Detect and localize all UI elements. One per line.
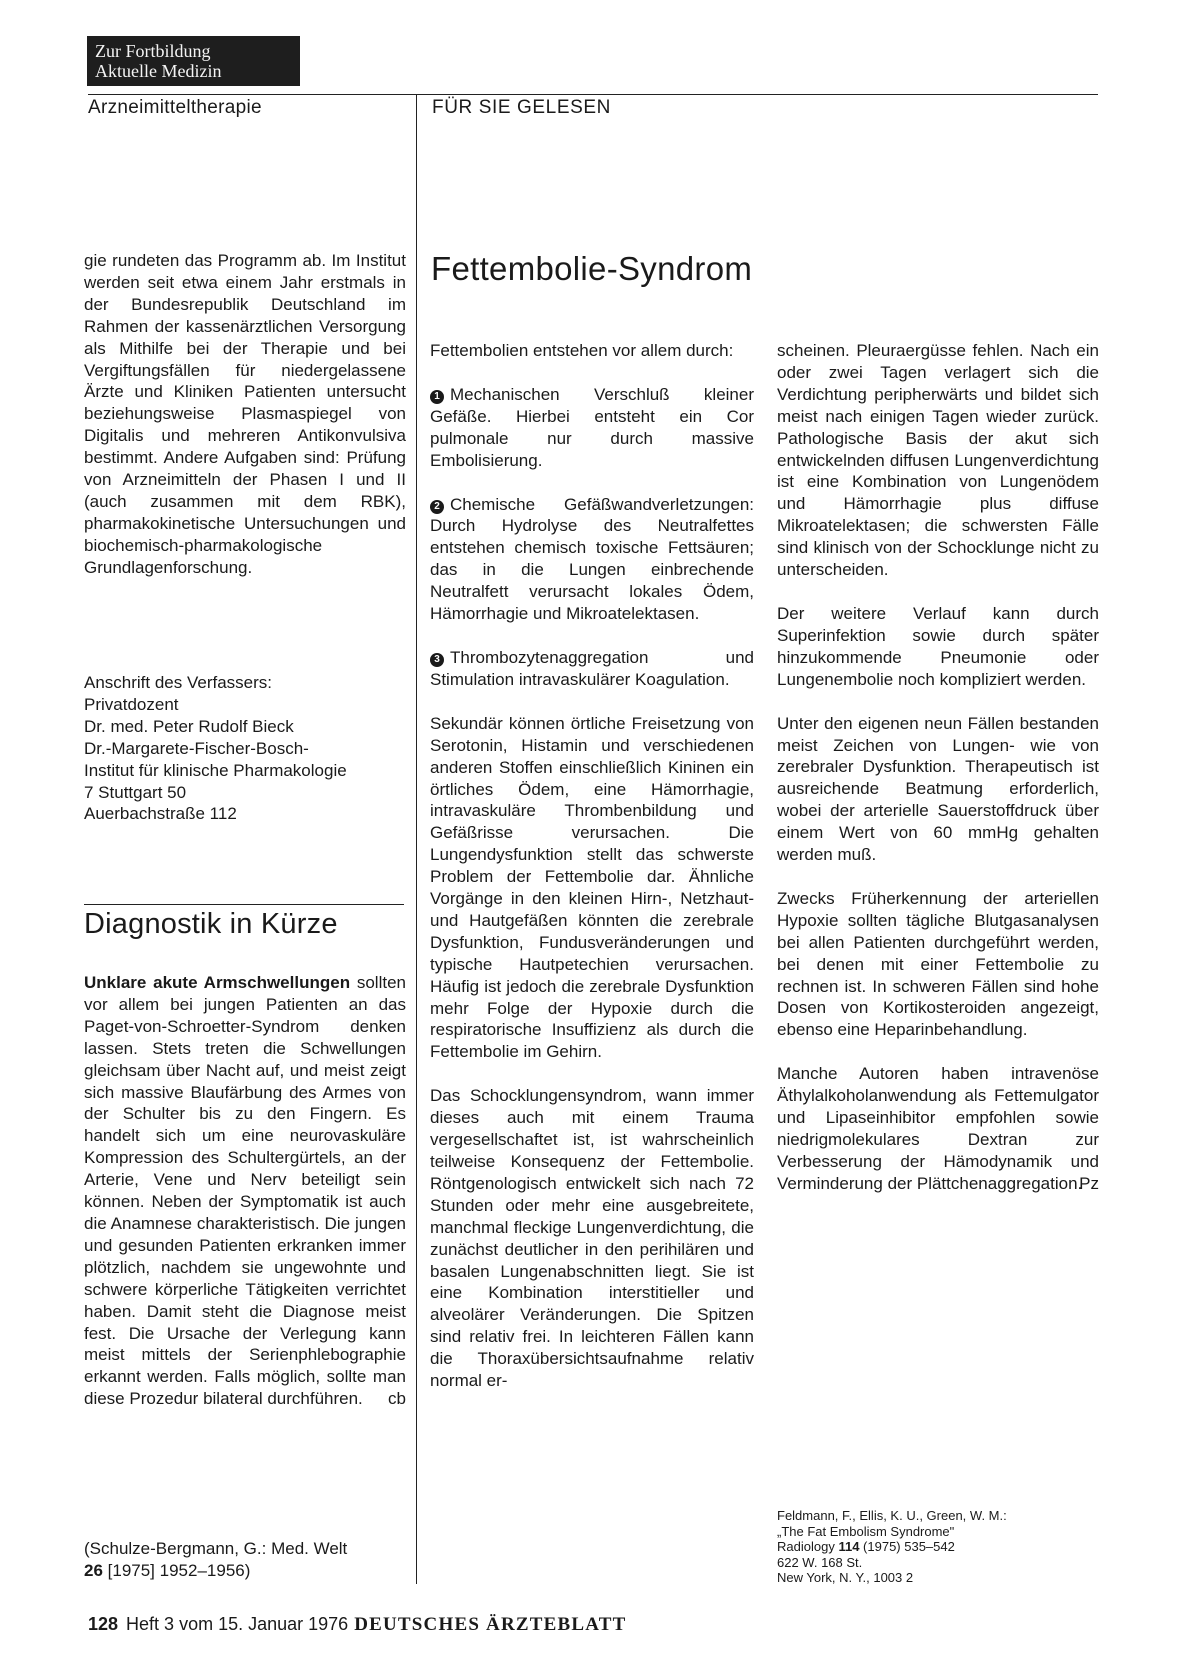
page-number: 128 xyxy=(88,1614,119,1634)
paragraph-schock: Das Schocklungensyndrom, wann immer dieses auch mit einem Trauma vergesellschaftet ist, ist wahrscheinlich teilweise Konsequenz der Fettembolie. Röntgenologisch entwickelt sich nach 72 Stunden oder mehr eine ausgebreitete, manchmal fleckige Lungenverdichtung, die zunächst deutlicher in den perihilären und basalen Lungenabschnitten liegt. Sie ist eine Kombination interstitieller und alveolärer Veränderungen. Die Spitzen sind relativ frei. In leichteren Fällen kann die Thoraxübersichtsaufnahme relativ normal er- xyxy=(430,1086,754,1391)
reference-volume: 114 xyxy=(838,1539,860,1554)
diagnostik-signature: cb xyxy=(388,1389,406,1409)
point-marker-icon: 3 xyxy=(430,653,444,667)
point-text: Chemische Gefäßwandverletzungen: Durch Hydrolyse des Neutralfettes entstehen chemisch toxische Fettsäuren; das in die Lungen einbrechende Neutralfett verursacht lokales Ödem, Hämorrhagie und Mikroatelektasen. xyxy=(430,494,754,624)
column-divider xyxy=(416,94,417,1584)
address-line: Dr. med. Peter Rudolf Bieck xyxy=(84,716,294,736)
paragraph-schock-continued: scheinen. Pleuraergüsse fehlen. Nach ein oder zwei Tagen verlagert sich die Verdichtung peripherwärts und bildet sich meist nach einigen Tagen wieder zurück. Pathologische Basis der akut sich entwickelnden diffusen Lungenverdichtung ist eine Kombination von Lungenödem und Hämorrhagie plus diffuse Mikroatelektasen; die schwersten Fälle sind klinisch von der Schocklunge nicht zu unterscheiden. xyxy=(777,341,1099,580)
address-line: Auerbachstraße 112 xyxy=(84,804,237,824)
paragraph-sekundaer: Sekundär können örtliche Freisetzung von Serotonin, Histamin und verschiedenen anderen Stoffen einschließlich Kininen ein örtliches Ödem, eine Hämorrhagie, intravaskuläre Thrombenbildung und Gefäßrisse verursachen. Die Lungendysfunktion stellt das schwerste Problem der Fettembolie dar. Ähnliche Vorgänge in den kleinen Hirn-, Netzhaut- und Hautgefäßen könnten die zerebrale Dysfunktion, Fundusveränderungen und typische Hautpetechien verursachen. Häufig ist jedoch die zerebrale Dysfunktion mehr Folge der Hypoxie durch die respiratorische Insuffizienz als durch die Fettembolie im Gehirn. xyxy=(430,713,754,1062)
page-footer xyxy=(88,1614,627,1636)
paragraph-faelle: Unter den eigenen neun Fällen bestanden meist Zeichen von Lungen- wie von zerebraler Dysfunktion. Therapeutisch ist ausreichende Beatmung erforderlich, wobei der arterielle Sauerstoffdruck über einem Wert von 60 mmHg gehalten werden muß. xyxy=(777,713,1099,865)
point-marker-icon: 2 xyxy=(430,500,444,514)
paragraph-frueh: Zwecks Früherkennung der arteriellen Hypoxie sollten tägliche Blutgasanalysen bei allen Patienten durchgeführt werden, bei denen mit einer Fettembolie zu rechnen ist. In schweren Fällen sind hohe Dosen von Kortikosteroiden angezeigt, ebenso eine Heparinbehandlung. xyxy=(777,888,1099,1040)
article-point xyxy=(430,494,754,625)
category-badge xyxy=(87,36,300,86)
reference-pages: (1975) 535–542 xyxy=(859,1539,955,1554)
section-label-right: FÜR SIE GELESEN xyxy=(432,97,611,118)
badge-line-1: Zur Fortbildung xyxy=(95,41,211,61)
point-marker-icon: 1 xyxy=(430,390,444,404)
address-line: Institut für klinische Pharmakologie xyxy=(84,760,347,780)
diagnostik-lead: Unklare akute Armschwellungen xyxy=(84,973,351,992)
address-line: 7 Stuttgart 50 xyxy=(84,782,187,802)
reference-authors: Feldmann, F., Ellis, K. U., Green, W. M.: xyxy=(777,1508,1007,1523)
article-intro: Fettembolien entstehen vor allem durch: xyxy=(430,341,734,360)
reference-street: 622 W. 168 St. xyxy=(777,1554,863,1570)
address-line: Privatdozent xyxy=(84,694,179,714)
address-line: Anschrift des Verfassers: xyxy=(84,673,273,692)
issue-info: Heft 3 vom 15. Januar 1976 xyxy=(126,1614,349,1634)
point-text: Thrombozytenaggregation und Stimulation intravaskulärer Koagulation. xyxy=(430,647,754,689)
citation-line-1: (Schulze-Bergmann, G.: Med. Welt xyxy=(84,1539,348,1558)
reference-city: New York, N. Y., 1003 2 xyxy=(777,1570,914,1585)
journal-name: DEUTSCHES ÄRZTEBLATT xyxy=(354,1614,627,1635)
citation-volume: 26 xyxy=(84,1560,103,1580)
paragraph-autoren xyxy=(777,1063,1099,1194)
article-column-2 xyxy=(777,340,1099,1217)
paragraph-verlauf: Der weitere Verlauf kann durch Superinfektion sowie durch später hinzukommende Pneumonie oder Lungenembolie noch kompliziert werden. xyxy=(777,603,1099,689)
article-point xyxy=(430,384,754,472)
badge-line-2: Aktuelle Medizin xyxy=(95,61,222,81)
point-text: Mechanischen Verschluß kleiner Gefäße. Hierbei entsteht ein Cor pulmonale nur durch massive Embolisierung. xyxy=(430,384,754,470)
reference-journal: Radiology xyxy=(777,1539,835,1554)
diagnostik-body: sollten vor allem bei jungen Patienten an das Paget-von-Schroetter-Syndrom denken lassen. Stets treten die Schwellungen gleichsam über Nacht auf, und meist zeigt sich massive Blaufärbung des Armes von der Schulter bis zu den Fingern. Es handelt sich um eine neurovaskuläre Kompression des Schultergürtels, an der Arterie, Vene und Nerv beteiligt sein können. Neben der Symptomatik ist auch die Anamnese charakteristisch. Die jungen und gesunden Patienten erkranken immer plötzlich, nachdem sie ungewohnte und schwere körperliche Tätigkeiten verrichtet haben. Damit steht die Diagnose meist fest. Die Ursache der Verlegung kann meist mittels der Serienphlebographie erkannt werden. Falls möglich, sollte man diese Prozedur bilateral durchführen. xyxy=(84,973,406,1409)
diagnostik-article xyxy=(84,972,406,1418)
autoren-text: Manche Autoren haben intravenöse Äthylalkoholanwendung als Fettemulgator und Lipaseinhibitor empfohlen sowie niedrigmolekulares Dextran zur Verbesserung der Hämodynamik und Verminderung der Plättchenaggregation. xyxy=(777,1064,1099,1193)
citation-line-2: [1975] 1952–1956) xyxy=(102,1560,251,1580)
article-point xyxy=(430,647,754,691)
diagnostik-title: Diagnostik in Kürze xyxy=(84,908,338,940)
author-address xyxy=(84,672,406,825)
diagnostik-citation xyxy=(84,1538,406,1582)
article-column-1 xyxy=(430,340,754,1414)
left-column xyxy=(84,250,406,601)
section-label-left: Arzneimitteltherapie xyxy=(88,97,262,118)
article-title: Fettembolie-Syndrom xyxy=(431,250,753,287)
continuation-paragraph: gie rundeten das Programm ab. Im Institut werden seit etwa einem Jahr erstmals in der Bundesrepublik Deutschland im Rahmen der kassenärztlichen Versorgung als Mithilfe bei der Therapie und bei Vergiftungsfällen für niedergelassene Ärzte und Kliniken Patienten untersucht beziehungsweise Plasmaspiegel von Digitalis und mehreren Antikonvulsiva bestimmt. Andere Aufgaben sind: Prüfung von Arzneimitteln der Phasen I und II (auch zusammen mit dem RBK), pharmakokinetische Untersuchungen und biochemisch-pharmakologische Grundlagenforschung. xyxy=(84,251,406,577)
article-reference xyxy=(777,1508,1099,1586)
header-rule xyxy=(88,94,1098,95)
article-signature: Pz xyxy=(1079,1173,1099,1193)
reference-title: „The Fat Embolism Syndrome" xyxy=(777,1523,955,1539)
diagnostik-rule xyxy=(84,904,404,905)
address-line: Dr.-Margarete-Fischer-Bosch- xyxy=(84,738,309,758)
